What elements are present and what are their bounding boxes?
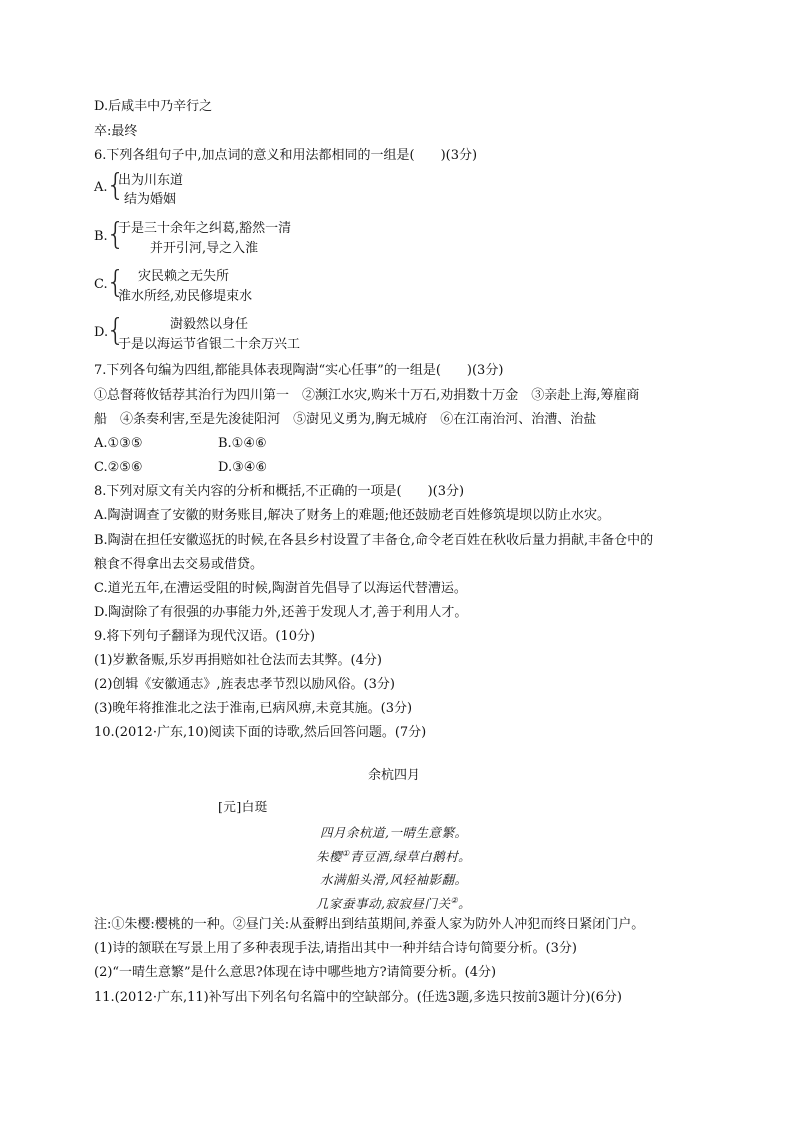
q6-a-label: A. bbox=[94, 180, 108, 195]
q7-line2: 船 ④条奏利害,至是先浚徒阳河 ⑤澍见义勇为,胸无城府 ⑥在江南治河、治漕、治盐 bbox=[94, 412, 597, 427]
q8-option-b-1: B.陶澍在担任安徽巡抚的时候,在各县乡村设置了丰备仓,命令老百姓在秋收后量力捐献,丰备仓中的 bbox=[94, 533, 654, 548]
poem-author: [元]白珽 bbox=[218, 799, 268, 814]
brace: { bbox=[106, 265, 126, 300]
q10-item-1: (1)诗的颔联在写景上用了多种表现手法,请指出其中一种并结合诗句简要分析。(3分) bbox=[94, 941, 577, 956]
q6-c-label: C. bbox=[94, 277, 108, 292]
poem-title: 余杭四月 bbox=[368, 768, 421, 783]
q8-option-a: A.陶澍调查了安徽的财务账目,解决了财务上的难题;他还鼓励老百姓修筑堤坝以防止水灾。 bbox=[94, 508, 611, 523]
brace: { bbox=[106, 313, 126, 348]
q7-option-b: B.①④⑥ bbox=[218, 436, 267, 451]
poem-line-1: 四月余杭道,一晴生意繁。 bbox=[320, 825, 468, 840]
q6-a-1: 出为川东道 bbox=[118, 173, 184, 188]
q9-item-1: (1)岁歉备赈,乐岁再捐赔如社仓法而去其弊。(4分) bbox=[94, 653, 382, 668]
question-6-stem: 6.下列各组句子中,加点词的意义和用法都相同的一组是( )(3分) bbox=[94, 148, 478, 163]
brace: { bbox=[106, 217, 126, 252]
q6-c-1: 灾民赖之无失所 bbox=[138, 269, 230, 284]
poem-line-4: 几家蚕事动,寂寂昼门关②。 bbox=[316, 895, 472, 911]
question-9-stem: 9.将下列句子翻译为现代汉语。(10分) bbox=[94, 629, 316, 644]
question-7-stem: 7.下列各句编为四组,都能具体表现陶澍“实心任事”的一组是( )(3分) bbox=[94, 363, 504, 378]
q6-d-2: 于是以海运节省银二十余万兴工 bbox=[118, 337, 301, 352]
q7-option-c: C.②⑤⑥ bbox=[94, 460, 143, 475]
q6-b-1: 于是三十余年之纠葛,豁然一清 bbox=[118, 221, 292, 236]
d-option: D.后咸丰中乃辛行之 bbox=[94, 99, 213, 114]
q8-option-d: D.陶澍除了有很强的办事能力外,还善于发现人才,善于利用人才。 bbox=[94, 605, 468, 620]
q7-line1: ①总督蒋攸铦荐其治行为四川第一 ②濒江水灾,购米十万石,劝捐数十万金 ③亲赴上海,筹雇商 bbox=[94, 388, 640, 403]
q6-d-1: 澍毅然以身任 bbox=[170, 317, 249, 332]
poem-line-2: 朱樱①青豆酒,绿草白鹅村。 bbox=[316, 848, 472, 864]
q8-option-b-2: 粮食不得拿出去交易或借贷。 bbox=[94, 557, 264, 572]
q6-c-2: 淮水所经,劝民修堤束水 bbox=[118, 289, 253, 304]
question-10-stem: 10.(2012·广东,10)阅读下面的诗歌,然后回答问题。(7分) bbox=[94, 725, 427, 740]
q6-b-label: B. bbox=[94, 229, 108, 244]
question-8-stem: 8.下列对原文有关内容的分析和概括,不正确的一项是( )(3分) bbox=[94, 484, 465, 499]
q9-item-2: (2)创辑《安徽通志》,旌表忠孝节烈以励风俗。(3分) bbox=[94, 677, 395, 692]
d-note: 卒:最终 bbox=[94, 124, 138, 139]
poem-note: 注:①朱樱:樱桃的一种。②昼门关:从蚕孵出到结茧期间,养蚕人家为防外人冲犯而终日紧闭门户。 bbox=[94, 917, 645, 932]
brace: { bbox=[106, 168, 126, 203]
q6-d-label: D. bbox=[94, 325, 109, 340]
q8-option-c: C.道光五年,在漕运受阻的时候,陶澍首先倡导了以海运代替漕运。 bbox=[94, 581, 467, 596]
q7-option-d: D.③④⑥ bbox=[218, 460, 268, 475]
q10-item-2: (2)“一晴生意繁”是什么意思?体现在诗中哪些地方?请简要分析。(4分) bbox=[94, 965, 497, 980]
question-11-stem: 11.(2012·广东,11)补写出下列名句名篇中的空缺部分。(任选3题,多选只按前3题计分)(6分) bbox=[94, 990, 622, 1005]
q6-b-2: 并开引河,导之入淮 bbox=[150, 241, 259, 256]
q6-a-2: 结为婚姻 bbox=[124, 192, 177, 207]
q7-option-a: A.①③⑤ bbox=[94, 436, 143, 451]
q9-item-3: (3)晚年将推淮北之法于淮南,已病风痹,未竟其施。(3分) bbox=[94, 701, 413, 716]
poem-line-3: 水满船头滑,风轻袖影翻。 bbox=[320, 872, 468, 887]
